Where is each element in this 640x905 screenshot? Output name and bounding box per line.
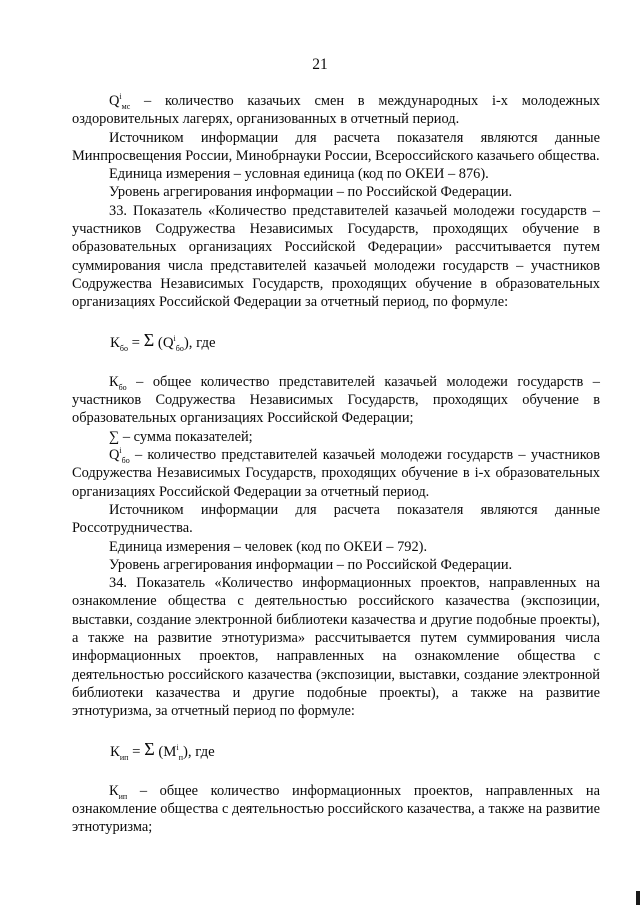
document-body — [72, 92, 600, 837]
sigma-symbol: Σ — [143, 329, 155, 350]
paragraph-qmc-definition — [72, 92, 600, 129]
sigma-symbol: Σ — [144, 738, 155, 759]
paragraph-sum-definition: ∑ – сумма показателей; — [109, 428, 253, 445]
scan-edge-mark — [636, 891, 640, 905]
paragraph-kip-definition: $К_{ип}$ – общее количество информационных проектов, направленных на ознакомление общества с деятельностью российского казачества, а также на развитие этнотуризма; — [72, 782, 600, 836]
superscript-i: i — [119, 92, 122, 102]
paragraph-indicator-34: 34. Показатель «Количество информационных проектов, направленных на ознакомление общества с деятельностью российского казачества (экспозиции, выставки, создание электронной библиотеки казачества и другие подобные проекты), а также на развитие этнотуризма» рассчитывается путем суммирования числа информационных проектов, направленных на ознакомление общества с деятельностью российского казачества (экспозиции, выставки, создание электронной библиотеки казачества и другие подобные проекты), а также на развитие этнотуризма, за отчетный период по формуле: — [72, 575, 600, 720]
paragraph-kbo-definition: $К_{бо}$ – общее количество представителей казачьей молодежи государств – участников Содружества Независимых Государств, проходящих обучение в образовательных организациях Российской Федерации; — [72, 373, 600, 427]
formula-kbo: $К_{бо} = \Sigma$ $(Q^i_{бо})$, где — [110, 329, 216, 353]
formula-kip: $К_{ип} = \Sigma$ $(M^i_п)$, где — [110, 738, 215, 762]
paragraph-unit-2: Единица измерения – человек (код по ОКЕИ – 792). — [109, 538, 428, 555]
paragraph-aggregation-2: Уровень агрегирования информации – по Российской Федерации. — [109, 556, 513, 573]
paragraph-aggregation: Уровень агрегирования информации – по Российской Федерации. — [109, 184, 513, 201]
paragraph-qbo-definition: $Q^i_{бо}$ – количество представителей казачьей молодежи государств – участников Содружества Независимых Государств, проходящих обучение в i-х образовательных организациях Российской Федерации за отчетный период. — [72, 446, 600, 500]
symbol-q: Q — [109, 93, 120, 109]
definition-text: – количество казачьих смен в международных i-х молодежных оздоровительных лагерях, организованных в отчетный период. — [72, 93, 600, 128]
paragraph-source: Источником информации для расчета показателя являются данные Минпросвещения России, Минобрнауки России, Всероссийского казачьего общества. — [72, 129, 600, 164]
paragraph-source-2: Источником информации для расчета показателя являются данные Россотрудничества. — [72, 501, 600, 537]
page-number: 21 — [312, 56, 328, 73]
paragraph-unit: Единица измерения – условная единица (код по ОКЕИ – 876). — [109, 166, 489, 183]
subscript-mc: мс — [121, 101, 131, 111]
paragraph-indicator-33: 33. Показатель «Количество представителей казачьей молодежи государств – участников Содружества Независимых Государств, проходящих обучение в образовательных организациях Российской Федерации» рассчитывается путем суммирования числа представителей казачьей молодежи государств – участников Содружества Независимых Государств, проходящих обучение в образовательных организациях Российской Федерации за отчетный период, по формуле: — [72, 202, 600, 311]
